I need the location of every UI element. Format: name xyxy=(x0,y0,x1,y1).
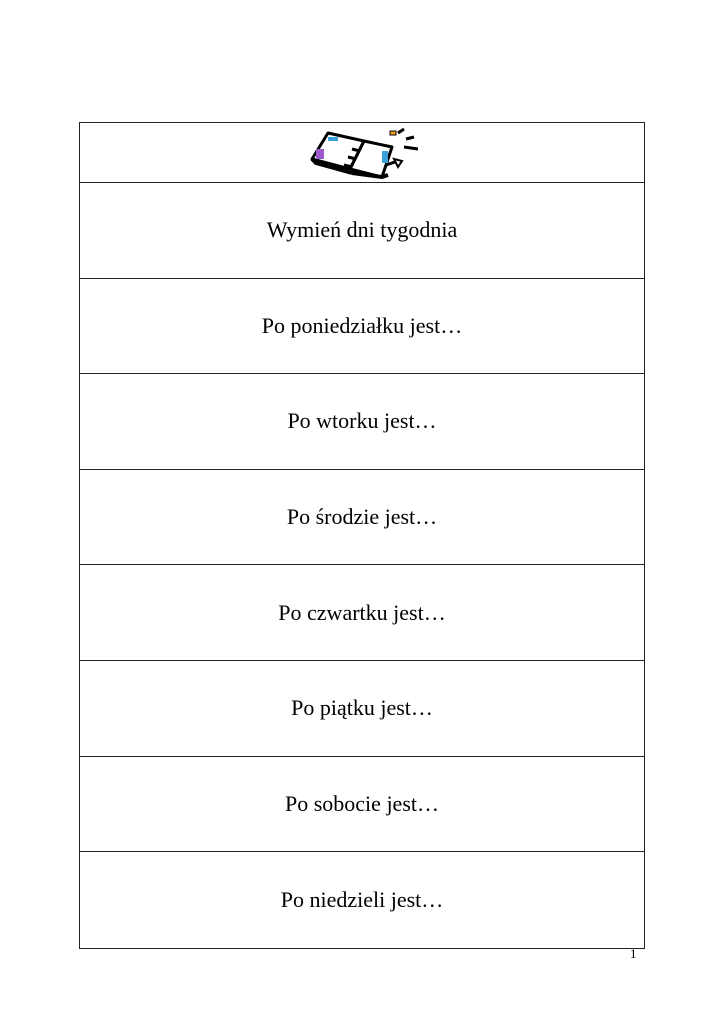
row-text: Po sobocie jest… xyxy=(285,790,439,816)
page-number: 1 xyxy=(630,946,637,961)
row-text: Po niedzieli jest… xyxy=(280,886,444,912)
row-text: Po czwartku jest… xyxy=(278,599,446,625)
row-sunday xyxy=(80,852,644,948)
row-monday xyxy=(80,279,644,375)
row-text: Po środzie jest… xyxy=(286,504,438,530)
row-prompt xyxy=(80,183,644,279)
row-text: Po wtorku jest… xyxy=(287,408,437,434)
planner-notebook-icon xyxy=(302,125,422,181)
row-thursday xyxy=(80,565,644,661)
worksheet-table xyxy=(79,122,645,949)
row-text: Po poniedziałku jest… xyxy=(261,312,463,338)
row-text: Wymień dni tygodnia xyxy=(266,217,458,243)
row-friday xyxy=(80,661,644,757)
row-saturday xyxy=(80,757,644,853)
row-text: Po piątku jest… xyxy=(291,695,433,721)
row-tuesday xyxy=(80,374,644,470)
row-wednesday xyxy=(80,470,644,566)
icon-row xyxy=(80,123,644,183)
